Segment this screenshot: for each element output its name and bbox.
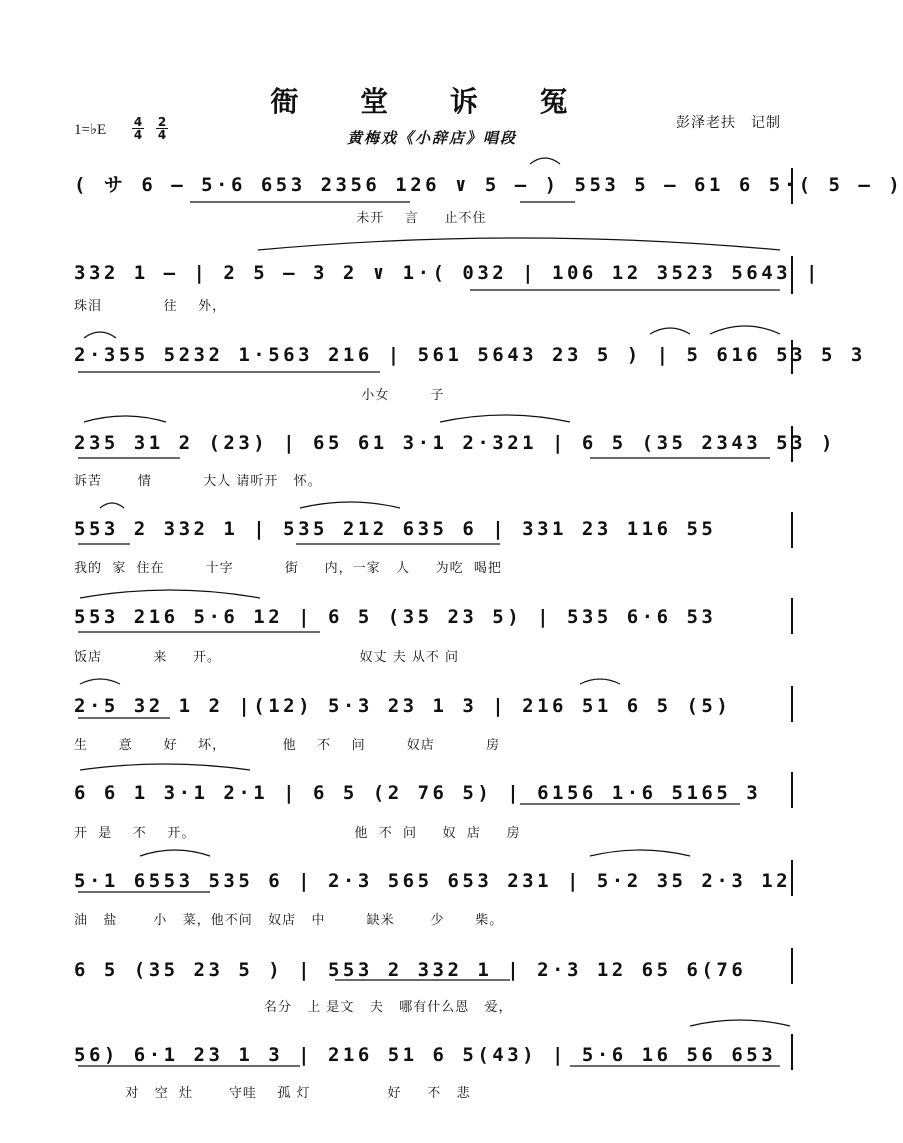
slur: [530, 158, 560, 164]
meter-denominator: 4: [133, 128, 143, 142]
time-signature-2: [156, 116, 168, 141]
slur: [80, 590, 260, 598]
lyric-line: 开 是 不 开。 他 不 问 奴 店 房: [74, 826, 521, 841]
slur: [300, 502, 400, 508]
slur: [84, 416, 166, 422]
slur: [710, 326, 780, 334]
slur: [80, 679, 120, 684]
lyric-line: 油 盐 小 菜，他不问 奴店 中 缺米 少 柴。: [74, 913, 504, 928]
song-title: 衙 堂 诉 冤: [270, 85, 594, 118]
slur: [690, 1020, 790, 1026]
notation-line: 56) 6·1 23 1 3 | 216 51 6 5(43) | 5·6 16 56 653: [74, 1044, 777, 1066]
notation-line: 553 2 332 1 | 535 212 635 6 | 331 23 116 55: [74, 518, 717, 540]
notation-line: 235 31 2 (23) | 65 61 3·1 2·321 | 6 5 (35 2343 53 ): [74, 432, 836, 454]
lyric-line: 名分 上 是文 夫 哪有什么恩 爱，: [74, 1000, 513, 1015]
meter-numerator: 4: [133, 115, 143, 129]
slur: [440, 415, 570, 422]
lyric-line: 生 意 好 坏， 他 不 问 奴店 房: [74, 738, 501, 753]
notation-line: 6 6 1 3·1 2·1 | 6 5 (2 76 5) | 6156 1·6 5165 3: [74, 782, 762, 804]
slur: [580, 679, 620, 684]
slur: [100, 503, 124, 508]
notation-line: 553 216 5·6 12 | 6 5 (35 23 5) | 535 6·6 53: [74, 606, 717, 628]
lyric-line: 对 空 灶 守哇 孤 灯 好 不 悲: [74, 1086, 471, 1101]
notation-line: 6 5 (35 23 5 ) | 553 2 332 1 | 2·3 12 65 6(76: [74, 959, 747, 981]
key-signature: 1=♭E: [74, 122, 107, 138]
lyric-line: 未开 言 止不住: [74, 211, 487, 226]
meter-denominator: 4: [157, 128, 167, 142]
slur: [84, 332, 116, 338]
recorder-credit: 彭泽老扶 记制: [676, 115, 781, 131]
slur: [258, 238, 780, 250]
notation-line: 332 1 – | 2 5 – 3 2 ∨ 1·( 032 | 106 12 3523 5643 |: [74, 262, 821, 284]
lyric-line: 我的 家 住在 十字 街 内，一家 人 为吃 喝把: [74, 561, 502, 576]
lyric-line: 诉苦 情 大人 请听开 怀。: [74, 474, 322, 489]
beams: [78, 202, 780, 1066]
notation-line: ( サ 6 – 5·6 653 2356 126 ∨ 5 – ) 553 5 – 61 6 5·( 5 – ): [74, 174, 903, 196]
slur: [80, 764, 250, 770]
lyric-line: 珠泪 往 外，: [74, 299, 227, 314]
lyric-line: 小女 子: [74, 388, 445, 403]
slur: [650, 328, 690, 334]
notation-line: 5·1 6553 535 6 | 2·3 565 653 231 | 5·2 35 2·3 12: [74, 870, 792, 892]
lyric-line: 饭店 来 开。 奴丈 夫 从不 问: [74, 650, 459, 665]
meter-numerator: 2: [157, 115, 167, 129]
time-signature-1: [132, 116, 144, 141]
slur: [590, 850, 690, 856]
slur: [140, 850, 210, 856]
notation-line: 2·5 32 1 2 |(12) 5·3 23 1 3 | 216 51 6 5 (5): [74, 695, 732, 717]
notation-line: 2·355 5232 1·563 216 | 561 5643 23 5 ) | 5 616 53 5 3: [74, 344, 866, 366]
song-subtitle: 黄梅戏《小辞店》唱段: [346, 129, 517, 147]
